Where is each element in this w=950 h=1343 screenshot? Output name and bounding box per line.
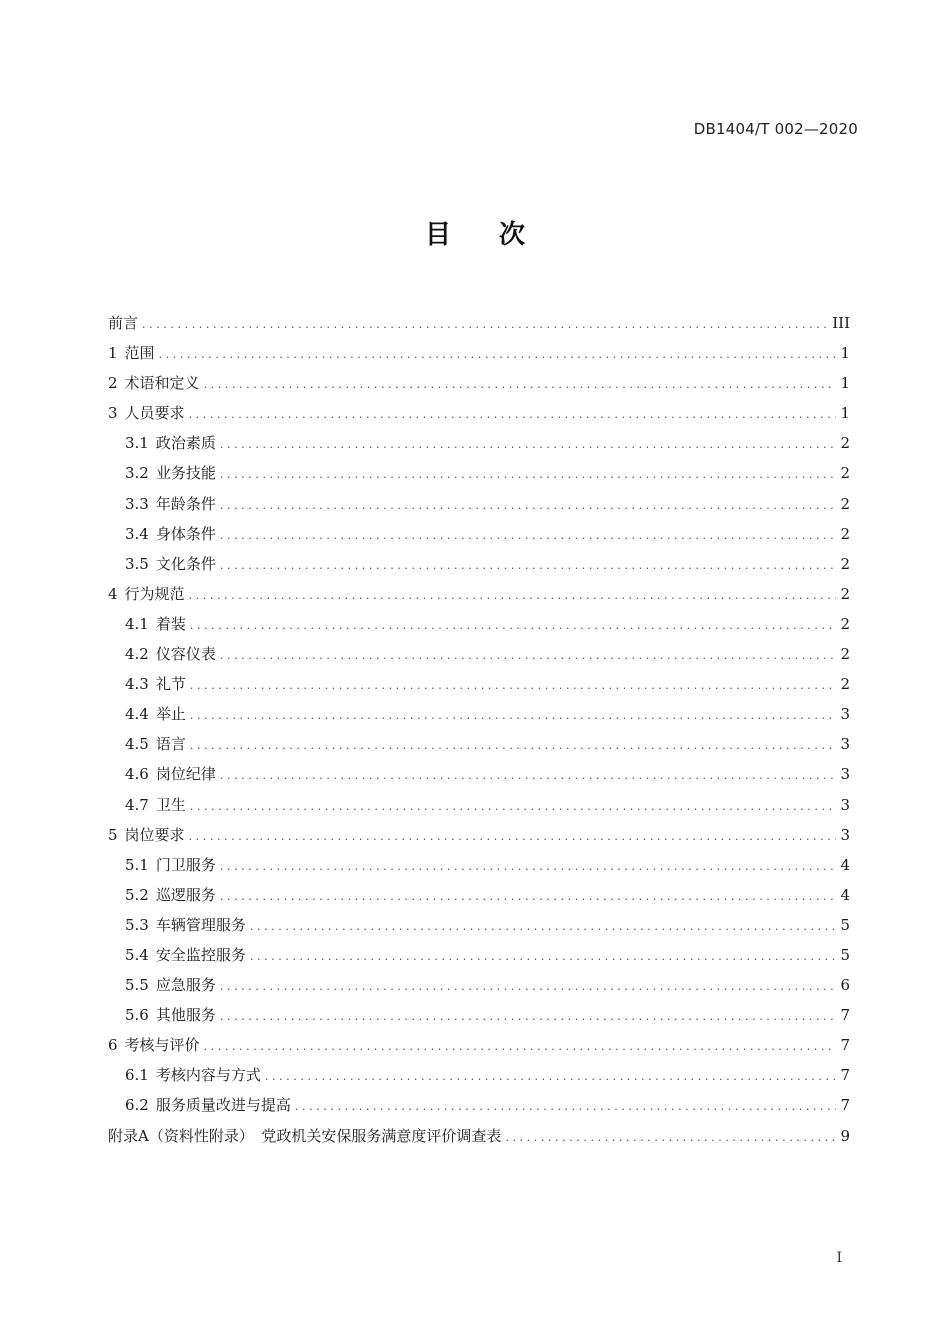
toc-entry[interactable] bbox=[108, 489, 850, 519]
toc-entry-label-group bbox=[108, 1121, 501, 1151]
toc-entry-label-group bbox=[125, 759, 216, 789]
title-char-2: 次 bbox=[499, 220, 526, 250]
toc-entry-title: 岗位要求 bbox=[124, 825, 185, 844]
toc-entry-number: 3.2 bbox=[125, 464, 149, 483]
toc-entry-number: 3.4 bbox=[125, 524, 149, 543]
toc-leader-dots bbox=[250, 942, 836, 972]
toc-entry[interactable] bbox=[108, 549, 850, 579]
toc-leader-dots bbox=[190, 611, 836, 641]
toc-entry-label-group bbox=[125, 639, 216, 669]
toc-leader-dots bbox=[159, 340, 836, 370]
toc-entry-title: 政治素质 bbox=[155, 434, 216, 453]
toc-leader-dots bbox=[220, 882, 836, 912]
toc-leader-dots bbox=[204, 1032, 836, 1062]
toc-entry-title: 术语和定义 bbox=[124, 374, 200, 393]
toc-entry-title: 年龄条件 bbox=[155, 494, 216, 513]
toc-entry-number: 3.1 bbox=[125, 434, 149, 453]
toc-entry-title: 岗位纪律 bbox=[155, 765, 216, 784]
toc-entry-number: 5.6 bbox=[125, 1006, 149, 1025]
toc-entry-page: 4 bbox=[840, 855, 850, 874]
toc-entry-number: 4.1 bbox=[125, 614, 149, 633]
toc-entry-label-group bbox=[125, 609, 186, 639]
toc-entry-number: 5.3 bbox=[125, 915, 149, 934]
toc-entry-number: 4.4 bbox=[125, 705, 149, 724]
toc-entry-label-group bbox=[108, 820, 185, 850]
toc-entry-page: 3 bbox=[840, 825, 850, 844]
toc-entry-title: 车辆管理服务 bbox=[155, 915, 246, 934]
toc-entry[interactable] bbox=[108, 308, 850, 338]
toc-entry-page: III bbox=[832, 314, 850, 332]
toc-entry[interactable] bbox=[108, 669, 850, 699]
toc-entry-page: 1 bbox=[840, 404, 850, 423]
toc-leader-dots bbox=[220, 1002, 836, 1032]
toc-entry-page: 2 bbox=[840, 464, 850, 483]
toc-entry-title: 语言 bbox=[155, 735, 186, 754]
toc-entry-label-group bbox=[108, 308, 138, 338]
toc-entry-page: 7 bbox=[840, 1066, 850, 1085]
toc-entry[interactable] bbox=[108, 790, 850, 820]
toc-entry[interactable] bbox=[108, 428, 850, 458]
toc-entry[interactable] bbox=[108, 519, 850, 549]
toc-entry-title: 文化条件 bbox=[155, 554, 216, 573]
toc-entry-page: 5 bbox=[840, 945, 850, 964]
toc-entry-page: 2 bbox=[840, 494, 850, 513]
toc-entry-title: 门卫服务 bbox=[155, 855, 216, 874]
toc-entry-label-group bbox=[125, 489, 216, 519]
toc-entry-title: 行为规范 bbox=[124, 584, 185, 603]
toc-entry-number: 4.6 bbox=[125, 765, 149, 784]
toc-leader-dots bbox=[190, 671, 836, 701]
toc-entry-label-group bbox=[125, 519, 216, 549]
toc-entry-label-group bbox=[125, 880, 216, 910]
toc-entry-title: 安全监控服务 bbox=[155, 945, 246, 964]
toc-entry-page: 5 bbox=[840, 915, 850, 934]
toc-entry-number: 3 bbox=[108, 404, 118, 423]
toc-leader-dots bbox=[189, 822, 836, 852]
toc-entry-label-group bbox=[125, 549, 216, 579]
toc-entry-title: 考核与评价 bbox=[124, 1036, 200, 1055]
toc-leader-dots bbox=[189, 400, 836, 430]
toc-entry-label-group bbox=[125, 910, 246, 940]
toc-entry-label-group bbox=[125, 458, 216, 488]
toc-entry-page: 4 bbox=[840, 885, 850, 904]
toc-entry-label-group bbox=[108, 338, 155, 368]
toc-entry-title: 应急服务 bbox=[155, 976, 216, 995]
toc-entry-page: 2 bbox=[840, 554, 850, 573]
toc-entry-label-group bbox=[125, 940, 246, 970]
toc-entry[interactable] bbox=[108, 579, 850, 609]
toc-entry-page: 2 bbox=[840, 584, 850, 603]
toc-leader-dots bbox=[220, 521, 836, 551]
toc-entry-label-group bbox=[125, 970, 216, 1000]
toc-entry-page: 2 bbox=[840, 434, 850, 453]
toc-entry-number: 5 bbox=[108, 825, 118, 844]
toc-leader-dots bbox=[220, 641, 836, 671]
toc-leader-dots bbox=[220, 460, 836, 490]
page-number: I bbox=[836, 1250, 842, 1266]
toc-entry[interactable] bbox=[108, 970, 850, 1000]
toc-leader-dots bbox=[220, 972, 836, 1002]
toc-entry-title: 业务技能 bbox=[155, 464, 216, 483]
toc-entry[interactable] bbox=[108, 729, 850, 759]
toc-entry-page: 2 bbox=[840, 614, 850, 633]
toc-entry-number: 1 bbox=[108, 344, 118, 363]
toc-entry-page: 3 bbox=[840, 705, 850, 724]
toc-entry-number: 5.4 bbox=[125, 945, 149, 964]
toc-entry-number: 5.1 bbox=[125, 855, 149, 874]
toc-entry[interactable] bbox=[108, 1090, 850, 1120]
toc-leader-dots bbox=[220, 491, 836, 521]
toc-leader-dots bbox=[250, 912, 836, 942]
toc-entry-number: 6.2 bbox=[125, 1096, 149, 1115]
toc-entry-label-group bbox=[125, 1090, 291, 1120]
toc-entry-label-group bbox=[125, 428, 216, 458]
toc-leader-dots bbox=[505, 1123, 836, 1153]
toc-entry-page: 3 bbox=[840, 735, 850, 754]
toc-entry[interactable] bbox=[108, 1000, 850, 1030]
toc-leader-dots bbox=[220, 852, 836, 882]
toc-entry-number: 5.2 bbox=[125, 885, 149, 904]
toc-entry[interactable] bbox=[108, 338, 850, 368]
toc-leader-dots bbox=[295, 1092, 836, 1122]
toc-leader-dots bbox=[189, 581, 836, 611]
toc-entry-number: 5.5 bbox=[125, 976, 149, 995]
document-code: DB1404/T 002—2020 bbox=[693, 120, 858, 138]
toc-entry[interactable] bbox=[108, 940, 850, 970]
toc-entry-page: 2 bbox=[840, 645, 850, 664]
toc-leader-dots bbox=[265, 1062, 836, 1092]
toc-entry[interactable] bbox=[108, 639, 850, 669]
toc-entry-page: 2 bbox=[840, 675, 850, 694]
toc-entry-number: 4.5 bbox=[125, 735, 149, 754]
toc-entry-number: 4.2 bbox=[125, 645, 149, 664]
toc-entry-title: 仪容仪表 bbox=[155, 645, 216, 664]
toc-entry-label-group bbox=[125, 790, 186, 820]
toc-entry-label-group bbox=[125, 850, 216, 880]
toc-entry-title: 身体条件 bbox=[155, 524, 216, 543]
toc-entry-page: 7 bbox=[840, 1096, 850, 1115]
toc-entry-label-group bbox=[108, 398, 185, 428]
toc-entry[interactable] bbox=[108, 1121, 850, 1151]
toc-entry-number: 4 bbox=[108, 584, 118, 603]
toc-entry-label-group bbox=[108, 579, 185, 609]
toc-entry-label-group bbox=[125, 669, 186, 699]
toc-entry-number: 6.1 bbox=[125, 1066, 149, 1085]
toc-entry-title: 前言 bbox=[108, 314, 139, 332]
toc-leader-dots bbox=[190, 701, 836, 731]
toc-entry-label-group bbox=[125, 699, 186, 729]
toc-entry-title: 服务质量改进与提高 bbox=[155, 1096, 291, 1115]
toc-entry-number: 6 bbox=[108, 1036, 118, 1055]
toc-entry-label-group bbox=[125, 1000, 216, 1030]
toc-leader-dots bbox=[220, 551, 836, 581]
toc-leader-dots bbox=[190, 731, 836, 761]
toc-entry-page: 6 bbox=[840, 976, 850, 995]
toc-entry[interactable] bbox=[108, 1030, 850, 1060]
toc-leader-dots bbox=[220, 761, 836, 791]
toc-leader-dots bbox=[204, 370, 836, 400]
toc-entry-number: 4.3 bbox=[125, 675, 149, 694]
toc-entry-title: 卫生 bbox=[155, 795, 186, 814]
toc-entry-label-group bbox=[125, 1060, 261, 1090]
toc-entry-title: 其他服务 bbox=[155, 1006, 216, 1025]
toc-entry-title: 附录A（资料性附录） 党政机关安保服务满意度评价调查表 bbox=[108, 1126, 502, 1145]
toc-entry[interactable] bbox=[108, 880, 850, 910]
toc-leader-dots bbox=[220, 430, 836, 460]
toc-entry-label-group bbox=[108, 1030, 200, 1060]
toc-entry-title: 着装 bbox=[155, 614, 186, 633]
toc-entry[interactable] bbox=[108, 850, 850, 880]
table-of-contents bbox=[108, 308, 850, 1151]
toc-entry-page: 3 bbox=[840, 765, 850, 784]
toc-entry[interactable] bbox=[108, 699, 850, 729]
toc-entry-title: 巡逻服务 bbox=[155, 885, 216, 904]
toc-entry-page: 1 bbox=[840, 344, 850, 363]
toc-entry-page: 1 bbox=[840, 374, 850, 393]
toc-entry[interactable] bbox=[108, 398, 850, 428]
toc-entry[interactable] bbox=[108, 609, 850, 639]
toc-entry-label-group bbox=[125, 729, 186, 759]
toc-entry[interactable] bbox=[108, 820, 850, 850]
toc-entry-page: 9 bbox=[840, 1126, 850, 1145]
toc-entry-page: 2 bbox=[840, 524, 850, 543]
toc-entry-number: 4.7 bbox=[125, 795, 149, 814]
toc-entry-page: 7 bbox=[840, 1036, 850, 1055]
toc-entry[interactable] bbox=[108, 910, 850, 940]
toc-leader-dots bbox=[142, 310, 828, 340]
toc-entry[interactable] bbox=[108, 458, 850, 488]
toc-entry-title: 礼节 bbox=[155, 675, 186, 694]
toc-entry-number: 3.5 bbox=[125, 554, 149, 573]
toc-leader-dots bbox=[190, 792, 836, 822]
toc-entry-page: 3 bbox=[840, 795, 850, 814]
toc-entry-title: 举止 bbox=[155, 705, 186, 724]
page-title bbox=[0, 214, 950, 251]
toc-entry-number: 2 bbox=[108, 374, 118, 393]
toc-entry-title: 考核内容与方式 bbox=[155, 1066, 261, 1085]
toc-entry[interactable] bbox=[108, 368, 850, 398]
toc-entry[interactable] bbox=[108, 759, 850, 789]
toc-entry[interactable] bbox=[108, 1060, 850, 1090]
toc-entry-title: 人员要求 bbox=[124, 404, 185, 423]
toc-entry-title: 范围 bbox=[124, 344, 155, 363]
toc-entry-page: 7 bbox=[840, 1006, 850, 1025]
toc-entry-number: 3.3 bbox=[125, 494, 149, 513]
title-char-1: 目 bbox=[424, 220, 451, 250]
toc-entry-label-group bbox=[108, 368, 200, 398]
